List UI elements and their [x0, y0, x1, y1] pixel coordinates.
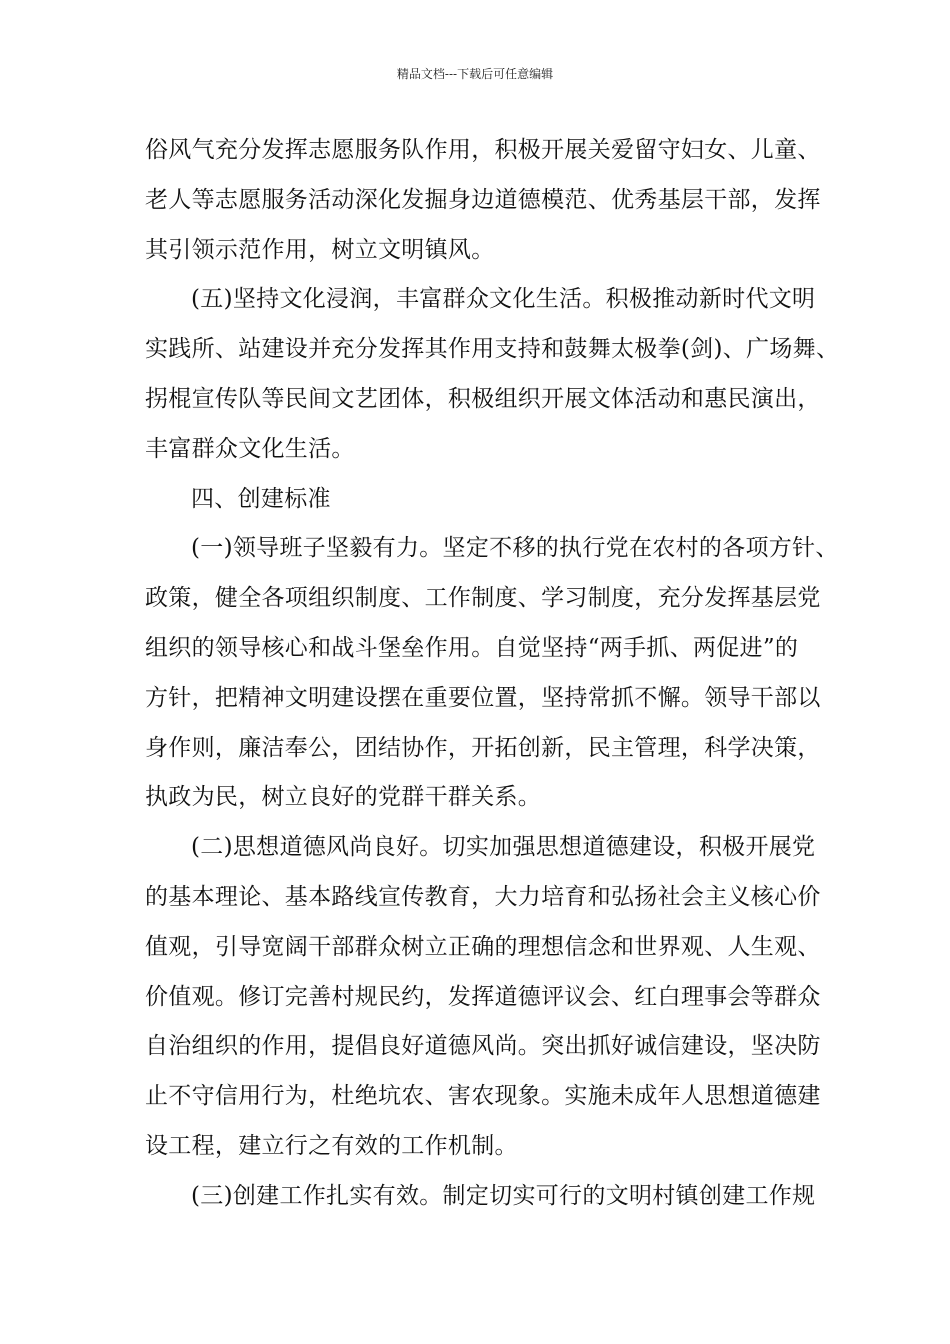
document-body [145, 126, 845, 1222]
text-line: (五)坚持文化浸润，丰富群众文化生活。积极推动新时代文明 [191, 286, 816, 313]
text-line: 实践所、站建设并充分发挥其作用支持和鼓舞太极拳(剑)、广场舞、 [145, 336, 840, 363]
text-line: 其引领示范作用，树立文明镇风。 [145, 236, 495, 263]
text-line: 方针，把精神文明建设摆在重要位置，坚持常抓不懈。领导干部以 [145, 684, 821, 711]
text-line: 拐棍宣传队等民间文艺团体，积极组织开展文体活动和惠民演出， [145, 385, 821, 412]
text-line: 俗风气充分发挥志愿服务队作用，积极开展关爱留守妇女、儿童、 [145, 137, 821, 163]
text-line: 执政为民，树立良好的党群干群关系。 [145, 784, 542, 811]
text-line: 价值观。修订完善村规民约，发挥道德评议会、红白理事会等群众 [145, 983, 821, 1010]
text-line: 老人等志愿服务活动深化发掘身边道德模范、优秀基层干部，发挥 [145, 186, 821, 213]
text-line: 止不守信用行为，杜绝坑农、害农现象。实施未成年人思想道德建 [145, 1083, 821, 1110]
text-line: 的基本理论、基本路线宣传教育，大力培育和弘扬社会主义核心价 [145, 883, 821, 910]
text-line: 设工程，建立行之有效的工作机制。 [145, 1132, 518, 1159]
text-line: 身作则，廉洁奉公，团结协作，开拓创新，民主管理，科学决策， [145, 734, 821, 761]
page-header: 精品文档---下载后可任意编辑 [396, 67, 554, 81]
text-line: 值观，引导宽阔干部群众树立正确的理想信念和世界观、人生观、 [145, 933, 821, 960]
text-line: 四、创建标准 [191, 485, 331, 512]
text-line: (一)领导班子坚毅有力。坚定不移的执行党在农村的各项方针、 [191, 535, 839, 562]
text-line: 组织的领导核心和战斗堡垒作用。自觉坚持“两手抓、两促进”的 [145, 634, 799, 661]
text-line: 自治组织的作用，提倡良好道德风尚。突出抓好诚信建设，坚决防 [145, 1033, 821, 1060]
text-line: 丰富群众文化生活。 [145, 435, 355, 462]
text-line: (三)创建工作扎实有效。制定切实可行的文明村镇创建工作规 [191, 1182, 816, 1209]
text-line: 政策，健全各项组织制度、工作制度、学习制度，充分发挥基层党 [145, 585, 821, 612]
text-line: (二)思想道德风尚良好。切实加强思想道德建设，积极开展党 [191, 834, 816, 861]
